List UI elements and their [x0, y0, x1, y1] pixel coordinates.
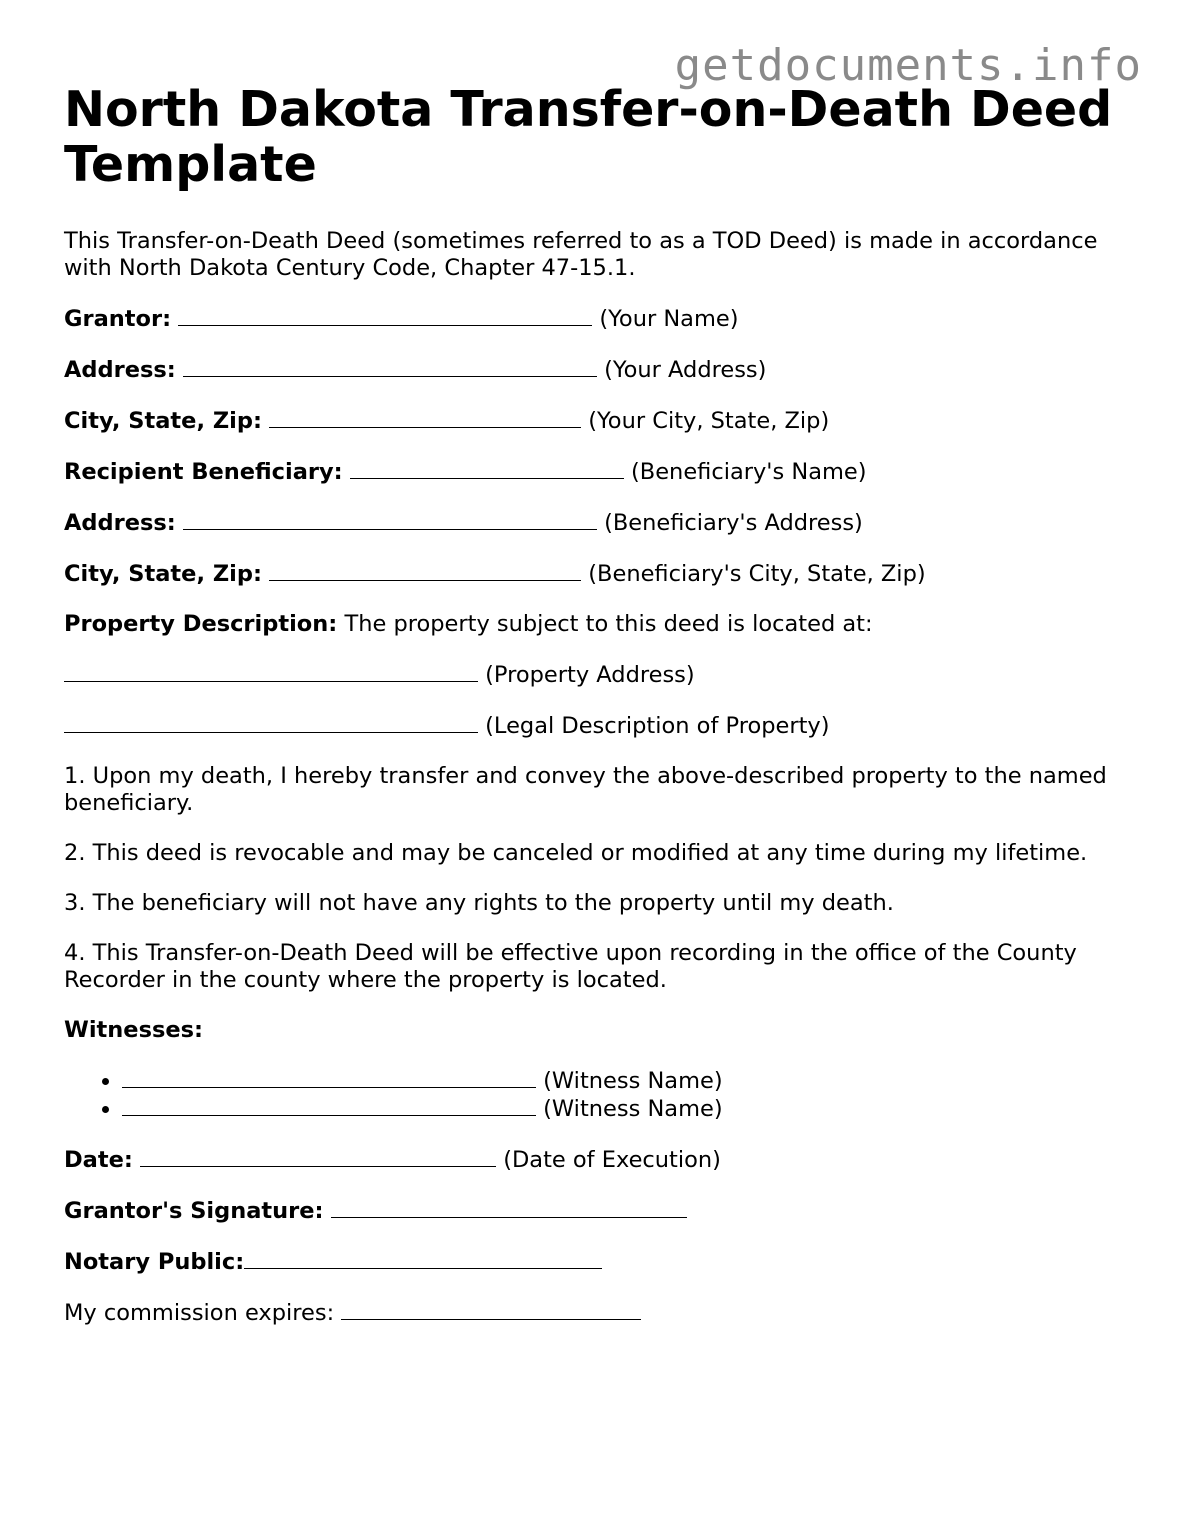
beneficiary-name-blank[interactable] — [350, 458, 624, 479]
property-address-blank[interactable] — [64, 661, 478, 682]
property-address-hint: (Property Address) — [485, 662, 695, 688]
beneficiary-address-label: Address: — [64, 510, 176, 536]
intro-paragraph: This Transfer-on-Death Deed (sometimes referred to as a TOD Deed) is made in accordance with North Dakota Century Code, Chapter 47-15.1. — [64, 228, 1098, 281]
commission-label: My commission expires: — [64, 1300, 335, 1326]
beneficiary-address-field — [64, 509, 1124, 537]
notary-blank[interactable] — [244, 1248, 602, 1269]
clause-2: 2. This deed is revocable and may be canceled or modified at any time during my lifetime. — [64, 840, 1088, 866]
witness-2-blank[interactable] — [122, 1095, 536, 1116]
witnesses-label: Witnesses: — [64, 1017, 203, 1043]
grantor-address-field — [64, 356, 1124, 384]
grantor-city-blank[interactable] — [269, 407, 581, 428]
grantor-address-hint: (Your Address) — [604, 357, 767, 383]
witness-item — [122, 1067, 1124, 1095]
grantor-city-field — [64, 407, 1124, 435]
notary-label: Notary Public: — [64, 1249, 245, 1275]
beneficiary-label: Recipient Beneficiary: — [64, 459, 343, 485]
beneficiary-city-label: City, State, Zip: — [64, 561, 262, 587]
grantor-address-blank[interactable] — [183, 356, 597, 377]
date-blank[interactable] — [140, 1146, 496, 1167]
beneficiary-hint: (Beneficiary's Name) — [631, 459, 867, 485]
grantor-hint: (Your Name) — [599, 306, 739, 332]
beneficiary-city-blank[interactable] — [269, 560, 581, 581]
witness-1-blank[interactable] — [122, 1067, 536, 1088]
beneficiary-address-blank[interactable] — [183, 509, 597, 530]
date-label: Date: — [64, 1147, 133, 1173]
signature-blank[interactable] — [331, 1197, 687, 1218]
grantor-city-hint: (Your City, State, Zip) — [588, 408, 830, 434]
beneficiary-field — [64, 458, 1124, 486]
document-page — [64, 82, 1124, 1327]
beneficiary-city-field — [64, 560, 1124, 588]
clause-4: 4. This Transfer-on-Death Deed will be effective upon recording in the office of the County Recorder in the county where the property is located. — [64, 940, 1077, 993]
date-field — [64, 1146, 1124, 1174]
clause-1: 1. Upon my death, I hereby transfer and convey the above-described property to the named beneficiary. — [64, 763, 1107, 816]
watermark: getdocuments.info — [674, 40, 1142, 91]
date-hint: (Date of Execution) — [503, 1147, 721, 1173]
grantor-city-label: City, State, Zip: — [64, 408, 262, 434]
grantor-name-blank[interactable] — [178, 305, 592, 326]
grantor-address-label: Address: — [64, 357, 176, 383]
property-address-field — [64, 661, 1124, 689]
witness-item — [122, 1095, 1124, 1123]
commission-field — [64, 1299, 1124, 1327]
property-legal-blank[interactable] — [64, 712, 478, 733]
signature-field — [64, 1197, 1124, 1225]
property-legal-field — [64, 712, 1124, 740]
signature-label: Grantor's Signature: — [64, 1198, 324, 1224]
commission-blank[interactable] — [341, 1299, 641, 1320]
witness-1-hint: (Witness Name) — [543, 1068, 723, 1094]
property-legal-hint: (Legal Description of Property) — [485, 713, 830, 739]
property-description-text: The property subject to this deed is located at: — [344, 611, 873, 637]
clause-3: 3. The beneficiary will not have any rights to the property until my death. — [64, 890, 894, 916]
notary-field — [64, 1248, 1124, 1276]
witness-2-hint: (Witness Name) — [543, 1096, 723, 1122]
grantor-label: Grantor: — [64, 306, 172, 332]
property-description — [64, 611, 1124, 638]
property-description-label: Property Description: — [64, 611, 338, 637]
witness-list — [64, 1067, 1124, 1123]
grantor-field — [64, 305, 1124, 333]
beneficiary-address-hint: (Beneficiary's Address) — [604, 510, 863, 536]
beneficiary-city-hint: (Beneficiary's City, State, Zip) — [588, 561, 926, 587]
document-title: North Dakota Transfer-on-Death Deed Template — [64, 81, 1113, 193]
